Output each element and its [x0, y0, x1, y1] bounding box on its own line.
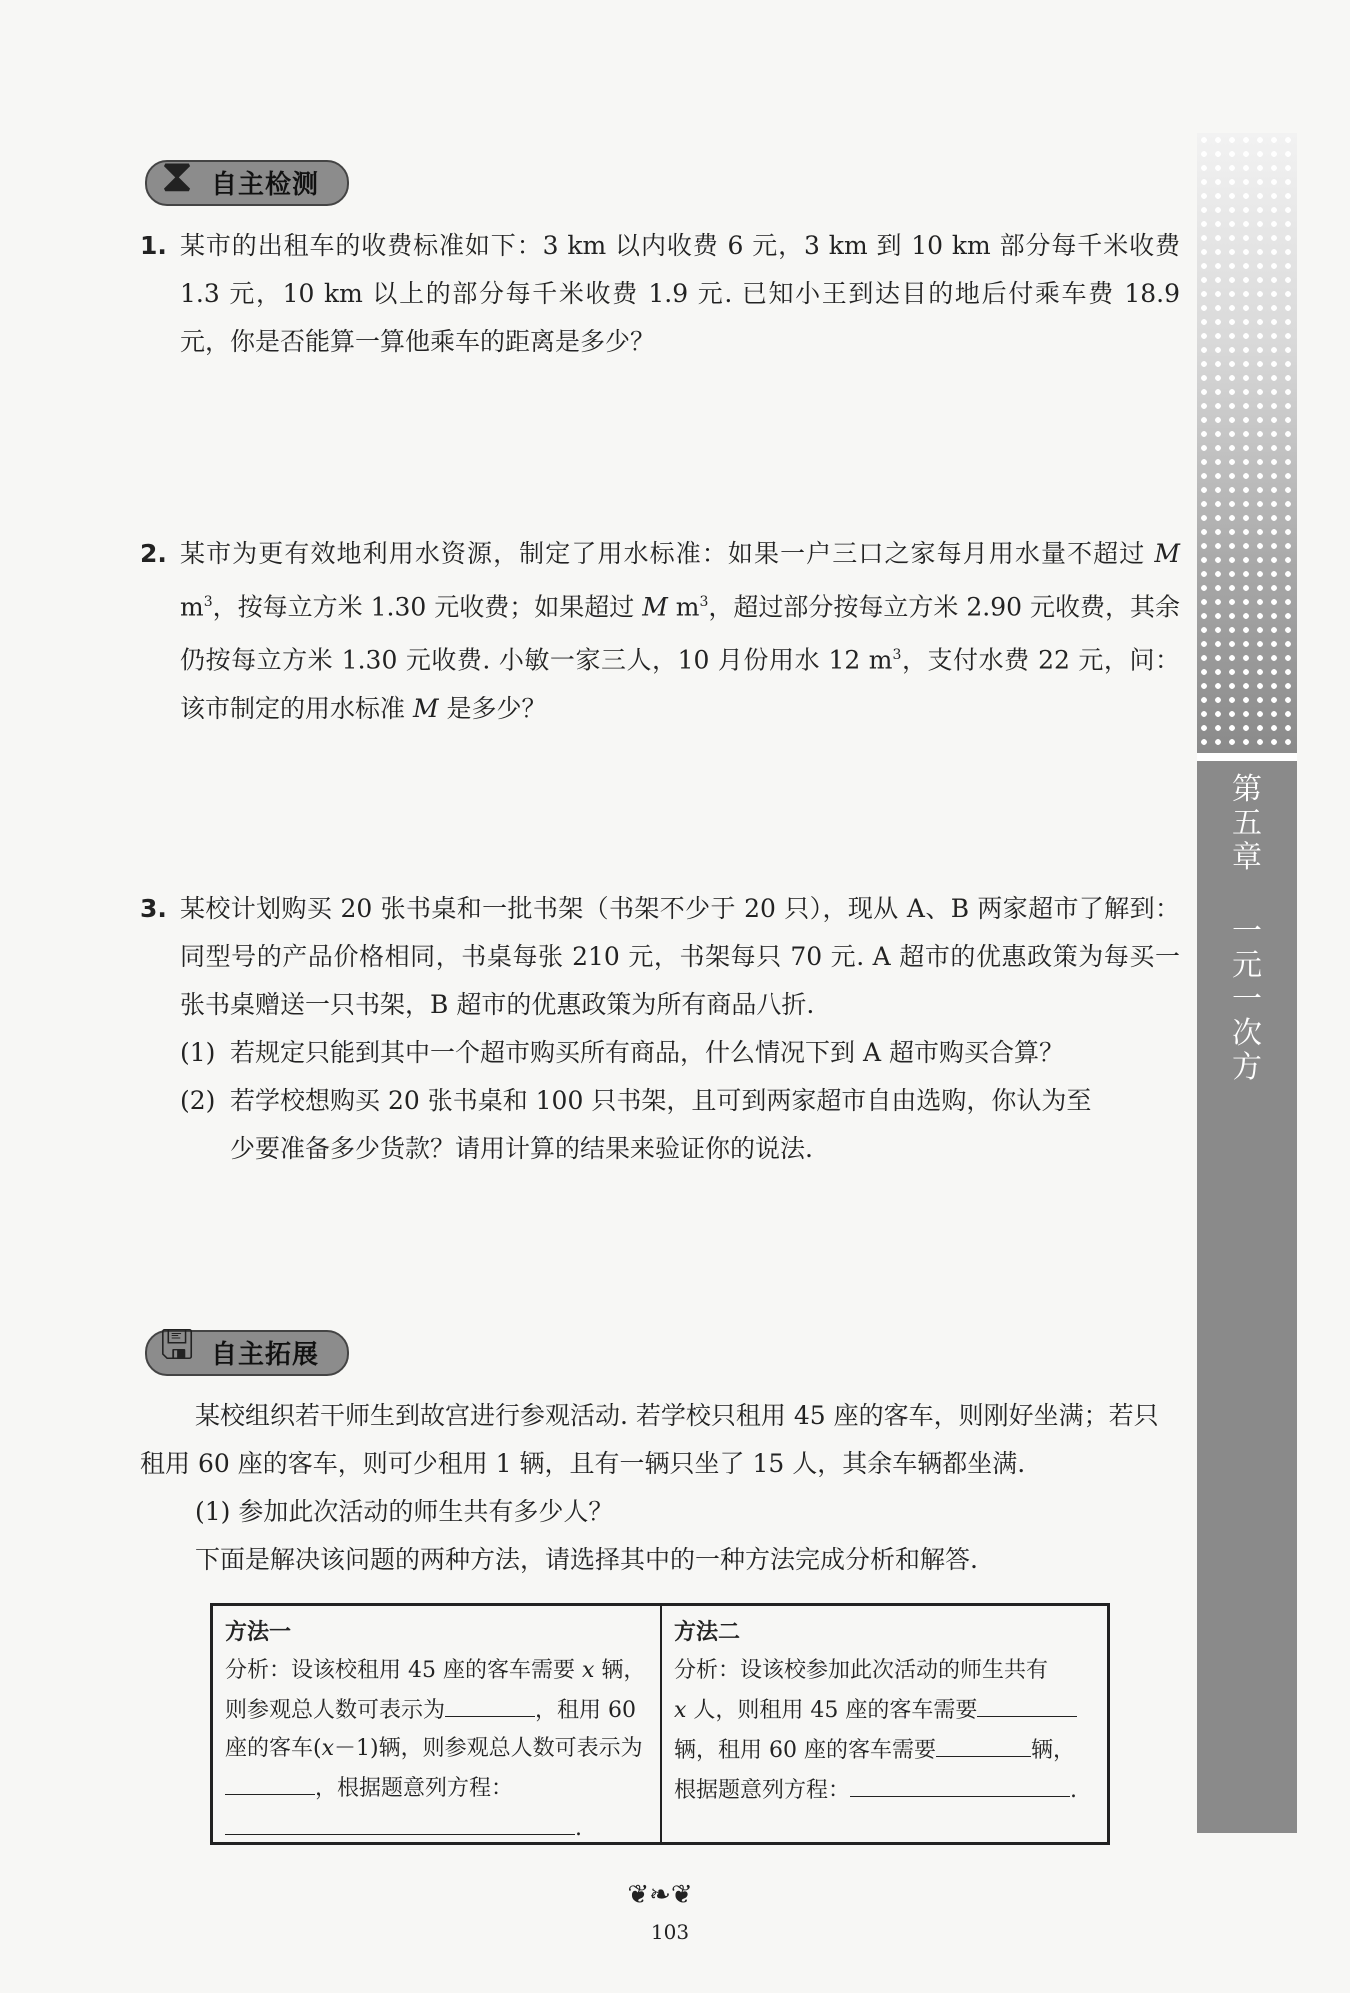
- problem-2: [140, 530, 1180, 733]
- method-analysis: 分析：设该校租用 45 座的客车需要 x 辆，则参观总人数可表示为 ，租用 60 座的客车(x－1)辆，则参观总人数可表示为，根据题意列方程： .: [225, 1658, 646, 1841]
- hourglass-icon: ⧗: [160, 148, 194, 202]
- sub-question-1: (1) 若规定只能到其中一个超市购买所有商品，什么情况下到 A 超市购买合算？: [180, 1038, 1064, 1067]
- section-title: 自主检测: [211, 170, 320, 200]
- problem-3: 3. 某校计划购买 20 张书桌和一批书架（书架不少于 20 只），现从 A、B 两家超市了解到：同型号的产品价格相同，书桌每张 210 元，书架每只 70 元. A 超市的优惠政策为每买一张书桌赠送一只书架，B 超市的优惠政策为所有商品八折. (1) 若规定只能到其中一个超市购买所有商品，什么情况下到 A 超市购买合算？ (2) 若学校想购买 20 张书桌和 100 只书架，且可到两家超市自由选购，你认为至 少要准备多少货款？请用计算的结果来验证你的说法.: [140, 885, 1180, 1173]
- chapter-side-tab: [1197, 133, 1297, 1833]
- halftone-pattern: [1197, 133, 1297, 753]
- answer-blank[interactable]: [977, 1690, 1077, 1717]
- problem-1: [140, 222, 1180, 366]
- methods-table: [210, 1603, 1110, 1845]
- problem-number: 1.: [140, 231, 167, 260]
- method-one: [213, 1606, 660, 1842]
- method-title: 方法二: [674, 1620, 741, 1645]
- extension-sub-1: (1) 参加此次活动的师生共有多少人？: [195, 1497, 614, 1526]
- answer-blank[interactable]: [445, 1690, 535, 1717]
- answer-blank[interactable]: [850, 1770, 1070, 1797]
- section-header-extension: [145, 1322, 355, 1376]
- section-header-self-check: [145, 148, 355, 206]
- problem-text: 某市的出租车的收费标准如下：3 km 以内收费 6 元，3 km 到 10 km 部分每千米收费 1.3 元，10 km 以上的部分每千米收费 1.9 元. 已知小王到达目的地后付乘车费 18.9 元，你是否能算一算他乘车的距离是多少？: [180, 231, 1180, 356]
- problem-number: 3.: [140, 894, 167, 923]
- floppy-disk-icon: 🖫: [159, 1322, 195, 1368]
- side-divider: [1197, 753, 1297, 761]
- extension-problem: 某校组织若干师生到故宫进行参观活动. 若学校只租用 45 座的客车，则刚好坐满；若只租用 60 座的客车，则可少租用 1 辆，且有一辆只坐了 15 人，其余车辆都坐满. (1) 参加此次活动的师生共有多少人？ 下面是解决该问题的两种方法，请选择其中的一种方法完成分析和解答.: [140, 1392, 1180, 1584]
- answer-blank[interactable]: [225, 1808, 575, 1835]
- problem-text: 某市为更有效地利用水资源，制定了用水标准：如果一户三口之家每月用水量不超过 M $m^3$，按每立方米 1.30 元收费；如果超过 M $m^3$，超过部分按每立方米 2.90 元收费，其余仍按每立方米 1.30 元收费. 小敏一家三人，10 月份用水 12 $m^3$，支付水费 22 元，问：该市制定的用水标准 M 是多少？: [180, 539, 1180, 723]
- answer-blank[interactable]: [936, 1730, 1031, 1757]
- method-title: 方法一: [225, 1620, 292, 1645]
- section-title: 自主拓展: [211, 1340, 320, 1370]
- problem-number: 2.: [140, 539, 167, 568]
- method-analysis: 分析：设该校参加此次活动的师生共有 x 人，则租用 45 座的客车需要 辆，租用 60 座的客车需要 辆， 根据题意列方程： .: [674, 1658, 1078, 1803]
- floral-ornament-icon: ❦❧❦: [627, 1880, 693, 1910]
- problem-text: 某校计划购买 20 张书桌和一批书架（书架不少于 20 只），现从 A、B 两家超市了解到：同型号的产品价格相同，书桌每张 210 元，书架每只 70 元. A 超市的优惠政策为每买一张书桌赠送一只书架，B 超市的优惠政策为所有商品八折.: [180, 894, 1180, 1019]
- sub-question-2: (2) 若学校想购买 20 张书桌和 100 只书架，且可到两家超市自由选购，你认为至: [180, 1086, 1092, 1115]
- page-number: 103: [650, 1920, 690, 1944]
- extension-instruction: 下面是解决该问题的两种方法，请选择其中的一种方法完成分析和解答.: [195, 1545, 978, 1574]
- chapter-label: 第 五 章 一 元 一 次 方: [1232, 772, 1262, 1085]
- method-two: [660, 1606, 1107, 1842]
- answer-blank[interactable]: [225, 1768, 315, 1795]
